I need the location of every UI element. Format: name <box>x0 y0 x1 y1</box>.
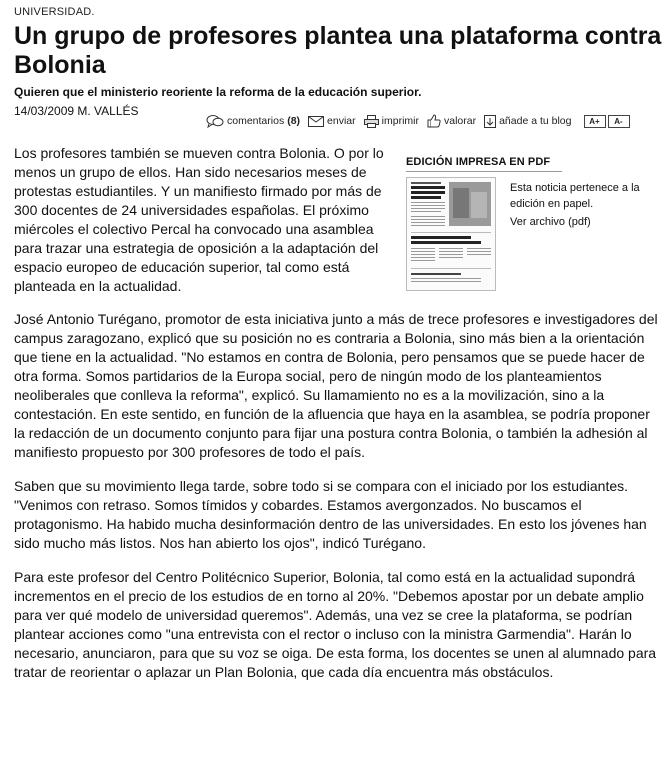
rate-button[interactable] <box>427 114 476 128</box>
printer-icon <box>364 115 379 128</box>
lead-block <box>14 144 664 310</box>
comments-count: (8) <box>287 115 301 127</box>
blog-icon <box>484 115 496 128</box>
print-label: imprimir <box>381 115 419 127</box>
article-paragraph-1: Los profesores también se mueven contra Bolonia. O por lo menos un grupo de ellos. Han sido necesarios meses de protestas estudiantiles. Y un manifiesto firmado por más de 300 docentes de 24 universidades españolas. El próximo miércoles el colectivo Percal ha convocado una asamblea para trazar una estrategia de oposición a la adaptación del espacio europeo de educación superior, tal como está planteada en la actualidad. <box>14 145 384 294</box>
article-paragraph-2: José Antonio Turégano, promotor de esta iniciativa junto a más de trece profesores e investigadores del campus zaragozano, explicó que su posición no es contraria a Bolonia, sino más bien a la orientación que tiene en la actualidad. "No estamos en contra de Bolonia, pero pensamos que se puede hacer de otra forma. Somos partidarios de la Europa social, pero de ningún modo de los planteamientos neoliberales que conlleva la reforma", explicó. Su llamamiento no es a la movilización, sino a la contestación. En este sentido, en función de la afluencia que haya en la asamblea, se podría proponer la redacción de un documento conjunto para fijar una postura contra Bolonia, o también la adhesión al manifiesto propuesto por 300 profesores de todo el país. <box>14 311 658 460</box>
article-paragraph-4: Para este profesor del Centro Politécnico Superior, Bolonia, tal como está en la actualidad supondrá incrementos en el precio de los estudios de en torno al 20%. "Debemos apostar por un debate amplio para ver qué modelo de universidad queremos". Además, una vez se cree la plataforma, se podrían plantear acciones como "una entrevista con el rector o incluso con la ministra Garmendia". Harán lo necesario, anunciaron, para que su voz se oiga. De esta forma, los docentes se unen al alumnado para tratar de reorientar o aplazar un Plan Bolonia, que cada día encuentra más obstáculos. <box>14 569 657 680</box>
add-to-blog-label: añade a tu blog <box>499 115 572 127</box>
print-button[interactable] <box>364 115 419 128</box>
send-label: enviar <box>327 115 356 127</box>
article-subheadline: Quieren que el ministerio reoriente la reforma de la educación superior. <box>14 85 422 99</box>
comments-label: comentarios <box>227 115 285 127</box>
section-label: UNIVERSIDAD. <box>14 6 95 18</box>
rate-label: valorar <box>443 115 477 127</box>
article-paragraph-3: Saben que su movimiento llega tarde, sobre todo si se compara con el iniciado por los estudiantes. "Venimos con retraso. Somos tímidos y cobardes. Estamos avergonzados. No buscamos el protagonismo. Ha habido mucha desinformación dentro de las universidades. En esto los jóvenes han sido mucho más listos. Nos han abierto los ojos", indicó Turégano. <box>14 478 647 551</box>
newspaper-page-thumbnail[interactable] <box>406 177 496 291</box>
article-headline: Un grupo de profesores plantea una plataforma contra Bolonia <box>14 22 662 79</box>
comments-icon <box>206 114 224 128</box>
byline-row <box>14 100 664 144</box>
print-edition-note <box>510 180 662 230</box>
comments-button[interactable] <box>206 114 300 128</box>
add-to-blog-button[interactable] <box>484 115 571 128</box>
print-edition-box <box>406 156 664 297</box>
newspaper-thumbnail-graphic <box>407 178 495 290</box>
print-edition-title: EDICIÓN IMPRESA EN PDF <box>406 156 562 172</box>
font-decrease-button[interactable]: A- <box>608 115 630 128</box>
font-increase-button[interactable]: A+ <box>584 115 606 128</box>
font-size-controls <box>584 115 632 128</box>
byline: 14/03/2009 M. VALLÉS <box>14 104 139 118</box>
article-toolbar <box>206 113 632 129</box>
print-edition-note-text: Esta noticia pertenece a la edición en papel. <box>510 182 640 210</box>
article-page <box>14 6 664 697</box>
envelope-icon <box>308 116 324 127</box>
print-edition-body <box>406 177 664 297</box>
thumbs-up-icon <box>427 114 441 128</box>
view-pdf-link[interactable]: Ver archivo (pdf) <box>510 216 591 228</box>
send-button[interactable] <box>308 115 356 127</box>
